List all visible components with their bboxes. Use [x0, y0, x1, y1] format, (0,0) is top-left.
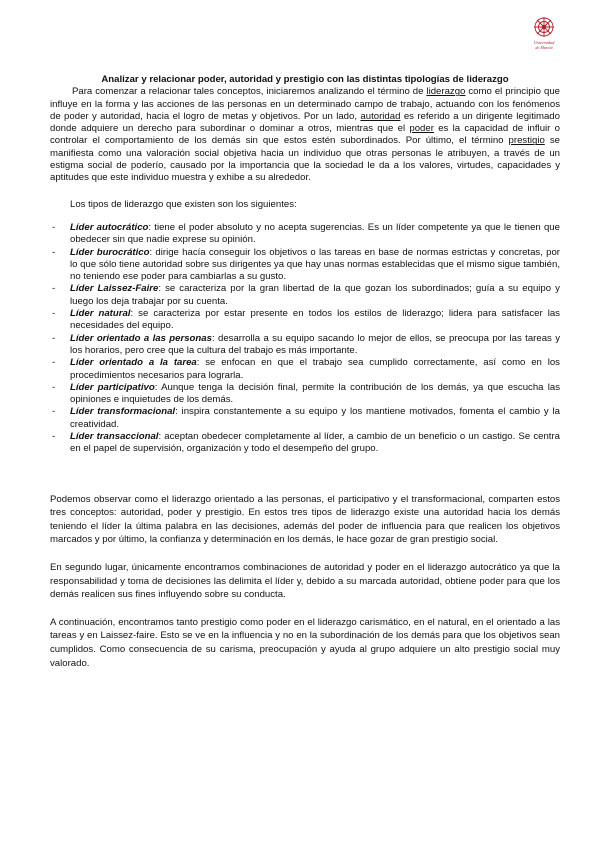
list-item	[50, 308, 560, 333]
document-title: Analizar y relacionar poder, autoridad y prestigio con las distintas tipologías de liderazgo	[101, 74, 509, 85]
type-description: : Aunque tenga la decisión final, permite la contribución de los demás, ya que escucha las opiniones e inquietudes de los demás.	[70, 381, 560, 406]
term-autoridad: autoridad	[360, 110, 401, 122]
bullet-dash: -	[52, 431, 56, 443]
type-description: : aceptan obedecer completamente al líder, a cambio de un beneficio o un castigo. Se centra en el papel de supervisión, organización y todo el desempeño del grupo.	[70, 431, 560, 455]
bullet-dash: -	[52, 332, 56, 344]
intro-text: se manifiesta como una valoración social objetiva hacia un individuo que otras personas le atribuyen, a través de un estigma social de poderío, causado por la importancia que la sociedad le da a los valores, virtudes, capacidades y aptitudes que este individuo muestra y exhibe a su alrededor.	[50, 135, 560, 184]
type-term: Líder transaccional	[70, 431, 159, 443]
bullet-dash: -	[52, 283, 56, 295]
intro-text: es la capacidad de influir o controlar el comportamiento de los demás sin que estos estén subordinados. Por último, el término	[50, 123, 560, 147]
list-item	[50, 406, 560, 431]
list-item	[50, 357, 560, 382]
term-liderazgo: liderazgo	[426, 86, 466, 98]
type-description: : dirige hacía conseguir los objetivos o las tareas en base de normas estrictas y concretas, por lo que sólo tiene autoridad sobre sus dirigentes ya que hay unas normas establecidas que el mismo sigue también, no teniendo ese poder para cambiarlas a su gusto.	[70, 246, 560, 283]
list-item	[50, 247, 560, 284]
type-term: Líder orientado a la tarea	[70, 357, 197, 369]
type-description: : se caracteriza por estar presente en todos los estilos de liderazgo; lidera para satisfacer las necesidades del equipo.	[70, 308, 560, 332]
type-description: : inspira constantemente a su equipo y los mantiene motivados, fomenta el cambio y la creatividad.	[70, 406, 560, 430]
type-description: : tiene el poder absoluto y no acepta sugerencias. Es un líder competente ya que le tienen que obedecer sin que nadie exprese su opinión.	[70, 221, 560, 246]
bullet-dash: -	[52, 221, 56, 233]
term-poder: poder	[409, 123, 434, 135]
document-body	[50, 74, 560, 670]
type-term: Líder autocrático	[70, 221, 149, 233]
analysis-paragraph-2: En segundo lugar, únicamente encontramos combinaciones de autoridad y poder en el liderazgo autocrático ya que la responsabilidad y toma de decisiones las delimita el líder y, debido a su marcada autoridad, obtiene poder para que los demás realicen sus fines influyendo sobre su conducta.	[50, 561, 560, 601]
bullet-dash: -	[52, 406, 56, 418]
type-description: : se enfocan en que el trabajo sea cumplido correctamente, así como en los procedimientos necesarios para lograrla.	[70, 357, 560, 381]
svg-text:Universidad: Universidad	[533, 40, 555, 45]
bullet-dash: -	[52, 308, 56, 320]
intro-text: es referido a un dirigente legitimado donde adquiere un derecho para subordinar o dominar a otros, mientras que el	[50, 110, 560, 135]
intro-text: Para comenzar a relacionar tales conceptos, iniciaremos analizando el término de	[72, 86, 427, 98]
university-seal-icon	[529, 14, 559, 52]
leadership-types-list	[50, 222, 560, 456]
type-term: Líder burocrático	[70, 246, 150, 258]
bullet-dash: -	[52, 381, 56, 393]
type-description: : se caracteriza por la gran libertad de la que gozan los subordinados; guía a su equipo y luego los deja trabajar por su cuenta.	[70, 283, 560, 307]
type-term: Líder Laissez-Faire	[70, 283, 159, 295]
intro-paragraph	[50, 86, 560, 184]
bullet-dash: -	[52, 246, 56, 258]
university-logo	[529, 14, 559, 52]
analysis-paragraph-1: Podemos observar como el liderazgo orientado a las personas, el participativo y el transformacional, comparten estos tres conceptos: autoridad, poder y prestigio. En estos tres tipos de liderazgo existe una autoridad hacia los demás teniendo el líder la última palabra en las decisiones, además del poder de influencia para que realicen los objetivos marcados y por último, la confianza y determinación en los demás, le hace gozar de gran prestigio social.	[50, 493, 560, 546]
list-item	[50, 283, 560, 308]
list-item	[50, 333, 560, 358]
type-term: Líder participativo	[70, 381, 155, 393]
type-term: Líder orientado a las personas	[70, 332, 212, 344]
types-lead: Los tipos de liderazgo que existen son los siguientes:	[70, 198, 297, 210]
analysis-paragraph-3: A continuación, encontramos tanto prestigio como poder en el liderazgo carismático, en el natural, en el orientado a las tareas y en Laissez-faire. Esto se ve en la influencia y no en la subordinación de los demás para que los objetivos sean cumplidos. Como consecuencia de su carisma, preocupación y ayuda al grupo adquiere un alto prestigio social muy valorado.	[50, 616, 560, 669]
type-description: : desarrolla a su equipo sacando lo mejor de ellos, se preocupa por las tareas y los horarios, pero cree que la cultura del trabajo es más importante.	[70, 332, 561, 356]
svg-text:de Murcia: de Murcia	[535, 45, 553, 50]
list-item	[50, 431, 560, 456]
type-term: Líder transformacional	[70, 406, 176, 418]
term-prestigio: prestigio	[508, 135, 545, 147]
type-term: Líder natural	[70, 308, 131, 320]
list-item	[50, 222, 560, 247]
intro-text: como el principio que influye en la forma y las acciones de las personas en un determinado campo de trabajo, actuando con los fenómenos de poder y autoridad, hacia el logro de metas y objetivos. Por un lado,	[50, 86, 561, 122]
list-item	[50, 382, 560, 407]
bullet-dash: -	[52, 357, 56, 369]
